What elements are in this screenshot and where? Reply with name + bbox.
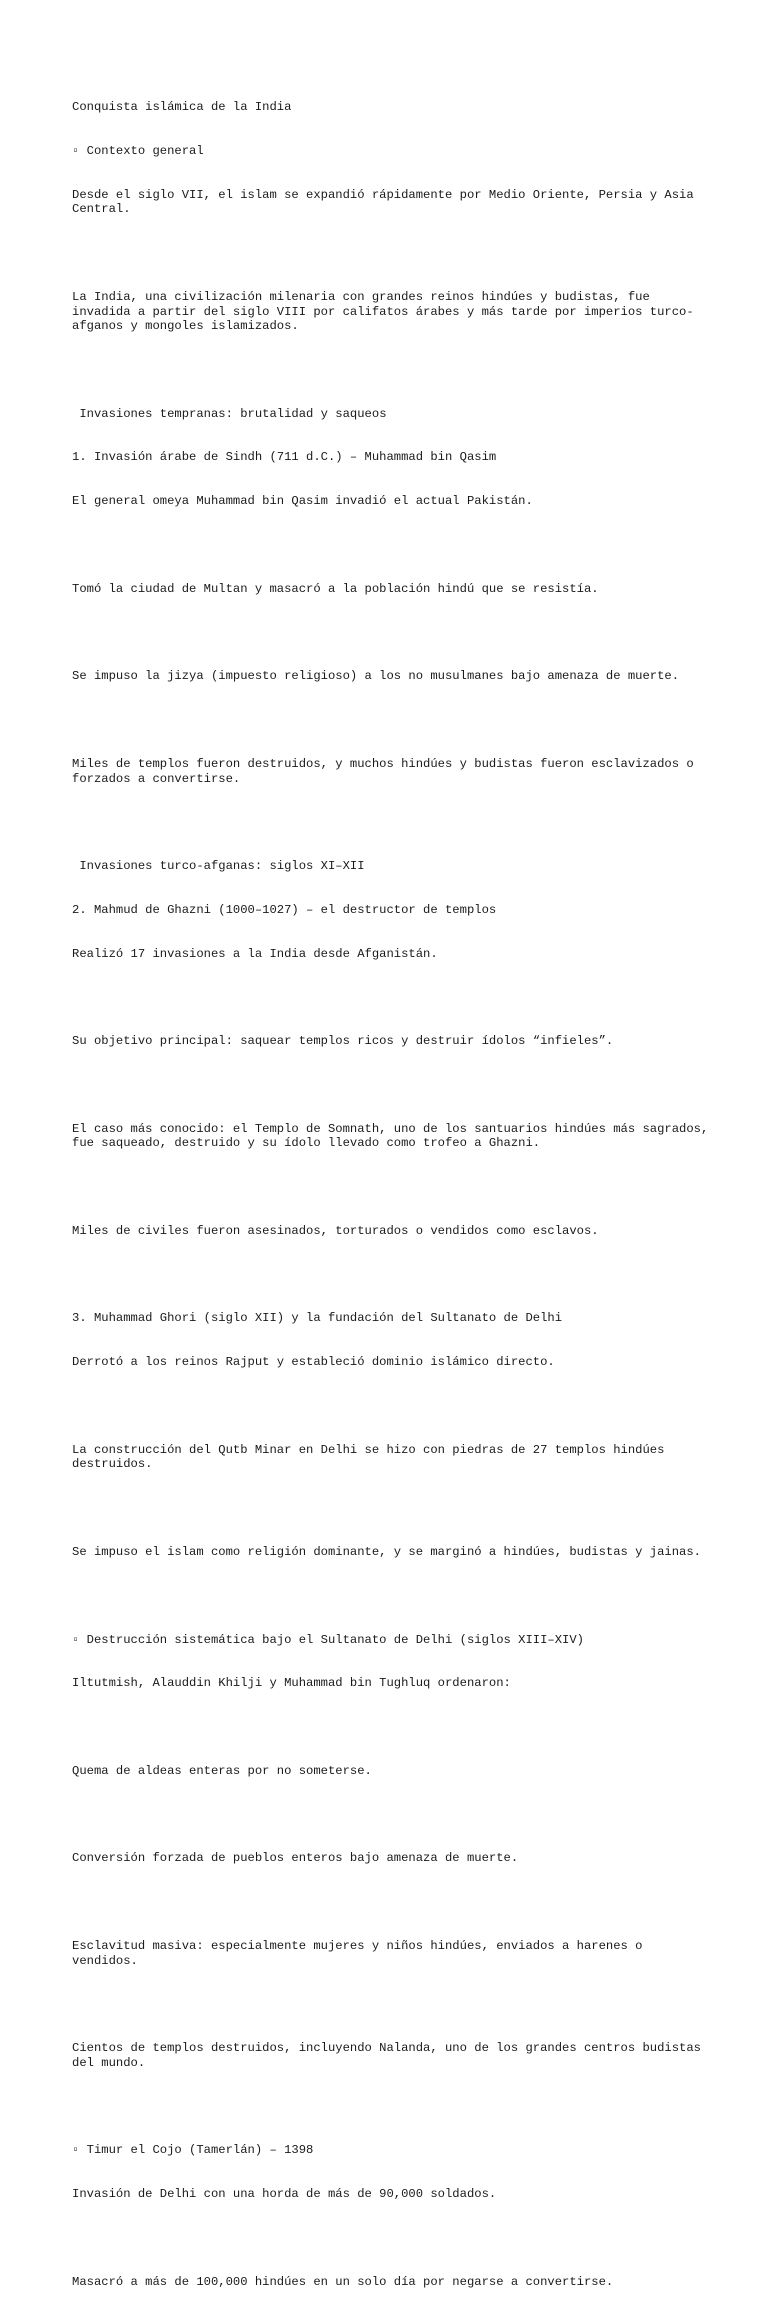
section-invasiones-turco-afganas xyxy=(72,830,712,991)
subsection-heading: 3. Muhammad Ghori (siglo XII) y la fundación del Sultanato de Delhi xyxy=(72,1311,563,1326)
paragraph xyxy=(72,1195,712,1268)
subsection-ghori xyxy=(72,1282,712,1399)
paragraph xyxy=(72,1093,716,1181)
paragraph xyxy=(72,2012,712,2100)
paragraph-line: Masacró a más de 100,000 hindúes en un solo día por negarse a convertirse. xyxy=(72,2274,614,2289)
paragraph xyxy=(72,1005,712,1078)
section-heading: ▫ Timur el Cojo (Tamerlán) – 1398 xyxy=(72,2143,314,2158)
paragraph-line: La India, una civilización milenaria con grandes reinos hindúes y budistas, fue invadida a partir del siglo VIII por califatos árabes y más tarde por imperios turco-afganos y mongoles islamizados. xyxy=(72,289,694,334)
intro-paragraph xyxy=(72,71,712,246)
paragraph-line: Miles de templos fueron destruidos, y muchos hindúes y budistas fueron esclavizados o forzados a convertirse. xyxy=(72,756,701,786)
section-sultanato xyxy=(72,1603,712,1720)
paragraph xyxy=(72,728,712,816)
paragraph-line: Tomó la ciudad de Multan y masacró a la población hindú que se resistía. xyxy=(72,581,599,596)
section-heading-contexto: ▫ Contexto general xyxy=(72,143,204,158)
paragraph-line: Desde el siglo VII, el islam se expandió rápidamente por Medio Oriente, Persia y Asia Central. xyxy=(72,187,701,217)
paragraph-line: Su objetivo principal: saquear templos ricos y destruir ídolos “infieles”. xyxy=(72,1034,614,1049)
subsection-heading: 1. Invasión árabe de Sindh (711 d.C.) – Muhammad bin Qasim xyxy=(72,450,497,465)
subsection-heading: 2. Mahmud de Ghazni (1000–1027) – el destructor de templos xyxy=(72,902,497,917)
paragraph-line: Iltutmish, Alauddin Khilji y Muhammad bin Tughluq ordenaron: xyxy=(72,1676,511,1691)
paragraph xyxy=(72,640,712,713)
paragraph-line: Se impuso la jizya (impuesto religioso) a los no musulmanes bajo amenaza de muerte. xyxy=(72,669,680,684)
section-invasiones-tempranas xyxy=(72,377,712,538)
paragraph xyxy=(72,1910,712,1998)
paragraph-line: Se impuso el islam como religión dominante, y se marginó a hindúes, budistas y jainas. xyxy=(72,1544,701,1559)
paragraph-line: Derrotó a los reinos Rajput y estableció dominio islámico directo. xyxy=(72,1355,555,1370)
section-timur xyxy=(72,2114,712,2231)
paragraph-line: Invasión de Delhi con una horda de más de 90,000 soldados. xyxy=(72,2187,497,2202)
paragraph xyxy=(72,1516,712,1589)
paragraph-line: La construcción del Qutb Minar en Delhi se hizo con piedras de 27 templos hindúes destruidos. xyxy=(72,1442,672,1472)
paragraph xyxy=(72,1822,712,1895)
paragraph xyxy=(72,1735,712,1808)
paragraph-line: Cientos de templos destruidos, incluyendo Nalanda, uno de los grandes centros budistas del mundo. xyxy=(72,2041,709,2070)
document-page xyxy=(72,71,716,2318)
paragraph-line: Conversión forzada de pueblos enteros bajo amenaza de muerte. xyxy=(72,1851,519,1866)
section-heading: Invasiones turco-afganas: siglos XI–XII xyxy=(72,859,365,874)
paragraph-line: El caso más conocido: el Templo de Somnath, uno de los santuarios hindúes más sagrados, fue saqueado, destruido y su ídolo llevado como trofeo a Ghazni. xyxy=(72,1121,716,1151)
paragraph-line: Realizó 17 invasiones a la India desde Afganistán. xyxy=(72,946,438,961)
paragraph xyxy=(72,261,712,363)
document-title: Conquista islámica de la India xyxy=(72,100,292,115)
paragraph-line: Esclavitud masiva: especialmente mujeres y niños hindúes, enviados a harenes o vendidos. xyxy=(72,1939,650,1968)
paragraph xyxy=(72,1414,712,1502)
paragraph-line: El general omeya Muhammad bin Qasim invadió el actual Pakistán. xyxy=(72,494,533,509)
paragraph xyxy=(72,2245,712,2318)
paragraph xyxy=(72,553,712,626)
section-heading: Invasiones tempranas: brutalidad y saqueos xyxy=(72,406,387,421)
section-heading: ▫ Destrucción sistemática bajo el Sultanato de Delhi (siglos XIII–XIV) xyxy=(72,1632,584,1647)
paragraph-line: Quema de aldeas enteras por no someterse. xyxy=(72,1763,372,1778)
paragraph-line: Miles de civiles fueron asesinados, torturados o vendidos como esclavos. xyxy=(72,1223,599,1238)
